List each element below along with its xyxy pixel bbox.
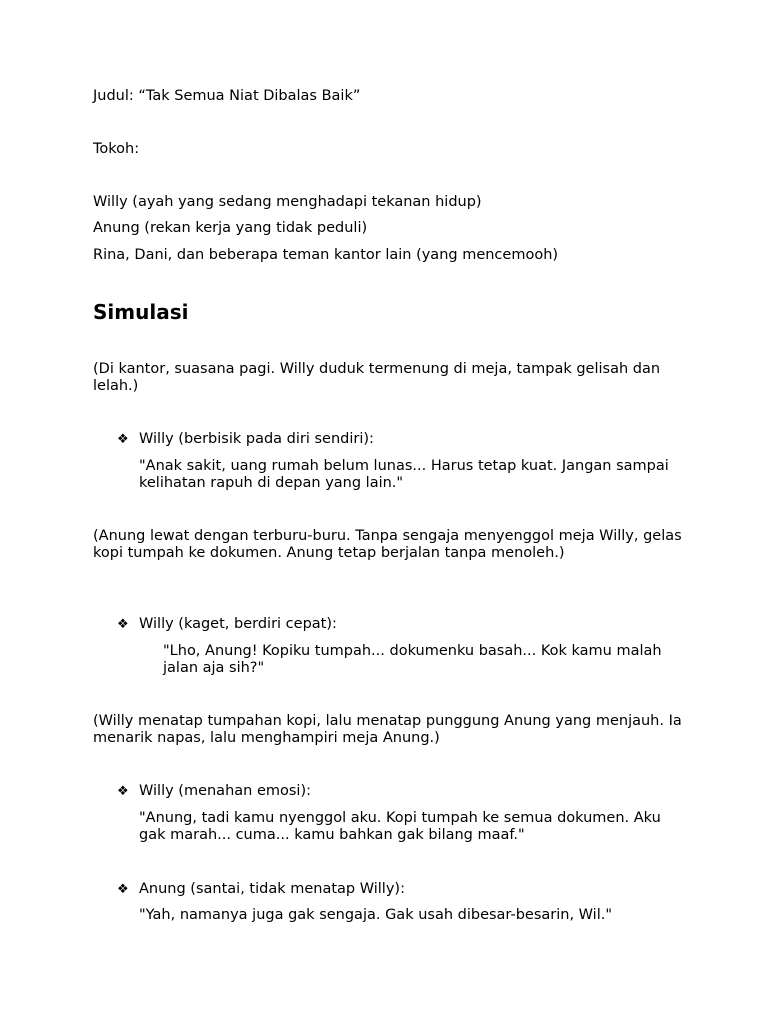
character-item: Rina, Dani, dan beberapa teman kantor lain (yang mencemooh)	[93, 247, 559, 263]
dialog-line: "Anak sakit, uang rumah belum lunas... Harus tetap kuat. Jangan sampai kelihatan rapuh di depan yang lain."	[139, 458, 669, 491]
dialog-line: "Anung, tadi kamu nyenggol aku. Kopi tumpah ke semua dokumen. Aku gak marah... cuma... kamu bahkan gak bilang maaf."	[139, 810, 661, 843]
dialog-speaker	[117, 881, 405, 898]
title-line: Judul: “Tak Semua Niat Dibalas Baik”	[93, 88, 361, 104]
diamond-bullet-icon: ❖	[117, 882, 129, 897]
speaker-label: Willy (kaget, berdiri cepat):	[139, 616, 337, 632]
dialog-speaker	[117, 783, 311, 800]
diamond-bullet-icon: ❖	[117, 617, 129, 632]
dialog-line: "Yah, namanya juga gak sengaja. Gak usah dibesar-besarin, Wil."	[139, 907, 613, 923]
stage-direction: (Di kantor, suasana pagi. Willy duduk termenung di meja, tampak gelisah dan lelah.)	[93, 361, 661, 394]
diamond-bullet-icon: ❖	[117, 784, 129, 799]
character-item: Willy (ayah yang sedang menghadapi tekanan hidup)	[93, 194, 482, 210]
stage-direction: (Willy menatap tumpahan kopi, lalu menatap punggung Anung yang menjauh. Ia menarik napas, lalu menghampiri meja Anung.)	[93, 713, 682, 746]
stage-direction: (Anung lewat dengan terburu-buru. Tanpa sengaja menyenggol meja Willy, gelas kopi tumpah ke dokumen. Anung tetap berjalan tanpa menoleh.)	[93, 528, 682, 561]
dialog-speaker	[117, 616, 337, 633]
character-item: Anung (rekan kerja yang tidak peduli)	[93, 220, 368, 236]
dialog-speaker	[117, 431, 374, 448]
section-heading: Simulasi	[93, 300, 189, 324]
speaker-label: Anung (santai, tidak menatap Willy):	[139, 881, 405, 897]
diamond-bullet-icon: ❖	[117, 432, 129, 447]
tokoh-label: Tokoh:	[93, 141, 140, 157]
speaker-label: Willy (menahan emosi):	[139, 783, 311, 799]
dialog-line: "Lho, Anung! Kopiku tumpah... dokumenku basah... Kok kamu malah jalan aja sih?"	[163, 643, 662, 676]
speaker-label: Willy (berbisik pada diri sendiri):	[139, 431, 374, 447]
